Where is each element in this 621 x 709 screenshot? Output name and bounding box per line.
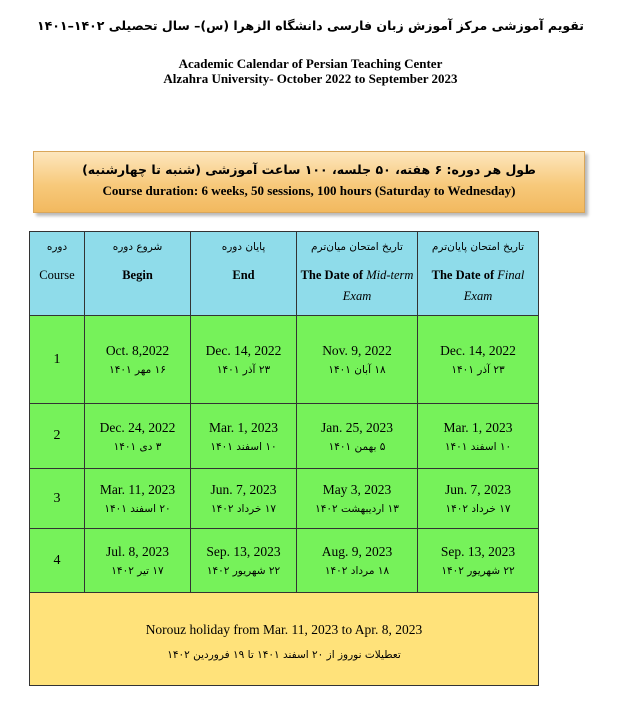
date-fa: ۳ دی ۱۴۰۱ — [113, 440, 162, 453]
course-duration-banner — [33, 151, 585, 213]
date-en: Jun. 7, 2023 — [444, 482, 511, 497]
date-en: Nov. 9, 2022 — [322, 343, 392, 358]
col-header-fa: تاریخ امتحان میان‌ترم — [311, 241, 403, 253]
date-en: Jun. 7, 2023 — [210, 482, 277, 497]
col-header-en: Course — [39, 268, 75, 282]
date-fa: ۱۸ آبان ۱۴۰۱ — [328, 364, 386, 376]
col-header-prefix: The Date of — [431, 268, 498, 282]
course-duration-persian: طول هر دوره: ۶ هفته، ۵۰ جلسه، ۱۰۰ ساعت آموزشی (شنبه تا چهارشنبه) — [82, 162, 536, 177]
course-number: 3 — [30, 469, 85, 529]
col-header-fa: دوره — [46, 241, 68, 253]
date-en: Sep. 13, 2023 — [206, 544, 281, 559]
col-header-end — [191, 232, 297, 316]
date-fa: ۱۷ خرداد ۱۴۰۲ — [210, 503, 277, 515]
date-fa: ۵ بهمن ۱۴۰۱ — [328, 440, 386, 453]
cell-midterm — [297, 316, 418, 404]
date-fa: ۱۳ اردیبهشت ۱۴۰۲ — [315, 503, 399, 515]
date-en: Dec. 14, 2022 — [205, 343, 282, 358]
col-header-fa: شروع دوره — [112, 241, 163, 253]
col-header-en — [297, 265, 417, 307]
title-line-1: Academic Calendar of Persian Teaching Center — [178, 56, 443, 71]
cell-end — [191, 529, 297, 593]
page-title-persian: تقویم آموزشی مرکز آموزش زبان فارسی دانشگاه الزهرا (س)– سال تحصیلی ۱۴۰۲–۱۴۰۱ — [37, 18, 584, 33]
date-en: Oct. 8,2022 — [105, 343, 170, 358]
col-header-course — [30, 232, 85, 316]
date-fa: ۲۳ آذر ۱۴۰۱ — [451, 364, 505, 376]
date-fa: ۱۷ تیر ۱۴۰۲ — [111, 565, 164, 577]
academic-calendar-table — [29, 231, 539, 686]
date-fa: ۱۰ اسفند ۱۴۰۱ — [210, 440, 277, 453]
date-en: Dec. 14, 2022 — [440, 343, 516, 358]
holiday-note-persian: تعطیلات نوروز از ۲۰ اسفند ۱۴۰۱ تا ۱۹ فروردین ۱۴۰۲ — [167, 648, 401, 661]
cell-midterm — [297, 529, 418, 593]
table-row — [30, 469, 539, 529]
cell-final — [418, 529, 539, 593]
col-header-en: End — [232, 268, 255, 282]
col-header-italic: Final Exam — [463, 268, 525, 303]
date-fa: ۲۲ شهریور ۱۴۰۲ — [206, 565, 281, 577]
cell-midterm — [297, 469, 418, 529]
date-en: Mar. 11, 2023 — [99, 482, 176, 497]
cell-begin — [85, 469, 191, 529]
col-header-fa: تاریخ امتحان پایان‌ترم — [431, 241, 525, 253]
date-fa: ۱۷ خرداد ۱۴۰۲ — [445, 503, 511, 515]
date-en: May 3, 2023 — [322, 482, 392, 497]
holiday-note-english: Norouz holiday from Mar. 11, 2023 to Apr. 8, 2023 — [145, 621, 423, 637]
date-en: Mar. 1, 2023 — [443, 419, 513, 435]
date-fa: ۱۰ اسفند ۱۴۰۱ — [444, 440, 512, 453]
col-header-prefix: The Date of — [300, 268, 367, 282]
date-fa: ۲۰ اسفند ۱۴۰۱ — [104, 503, 171, 515]
col-header-italic: Mid-term Exam — [342, 268, 414, 303]
cell-begin — [85, 316, 191, 404]
col-header-en — [418, 265, 538, 307]
table-row — [30, 529, 539, 593]
course-duration-english: Course duration: 6 weeks, 50 sessions, 100 hours (Saturday to Wednesday) — [102, 183, 516, 198]
cell-final — [418, 404, 539, 469]
cell-begin — [85, 404, 191, 469]
col-header-midterm — [297, 232, 418, 316]
date-en: Sep. 13, 2023 — [440, 544, 516, 559]
course-number: 4 — [30, 529, 85, 593]
cell-end — [191, 404, 297, 469]
date-fa: ۱۶ مهر ۱۴۰۱ — [109, 364, 166, 376]
cell-end — [191, 316, 297, 404]
col-header-en: Begin — [122, 268, 153, 282]
date-en: Dec. 24, 2022 — [99, 419, 176, 435]
date-en: Mar. 1, 2023 — [209, 419, 278, 435]
cell-final — [418, 316, 539, 404]
table-row — [30, 316, 539, 404]
cell-begin — [85, 529, 191, 593]
date-en: Jan. 25, 2023 — [321, 419, 393, 435]
table-header-row — [30, 232, 539, 316]
holiday-row — [30, 593, 539, 686]
title-line-2: Alzahra University- October 2022 to September 2023 — [163, 71, 458, 86]
col-header-final — [418, 232, 539, 316]
date-fa: ۲۳ آذر ۱۴۰۱ — [216, 364, 271, 376]
date-en: Jul. 8, 2023 — [105, 544, 169, 559]
date-fa: ۲۲ شهریور ۱۴۰۲ — [441, 565, 515, 577]
cell-midterm — [297, 404, 418, 469]
date-en: Aug. 9, 2023 — [321, 544, 393, 559]
table-row — [30, 404, 539, 469]
date-fa: ۱۸ مرداد ۱۴۰۲ — [324, 565, 390, 577]
course-number: 2 — [30, 404, 85, 469]
page-title-english — [0, 56, 621, 86]
cell-end — [191, 469, 297, 529]
course-number: 1 — [30, 316, 85, 404]
col-header-begin — [85, 232, 191, 316]
holiday-note — [30, 593, 539, 686]
col-header-fa: پایان دوره — [221, 241, 266, 253]
cell-final — [418, 469, 539, 529]
